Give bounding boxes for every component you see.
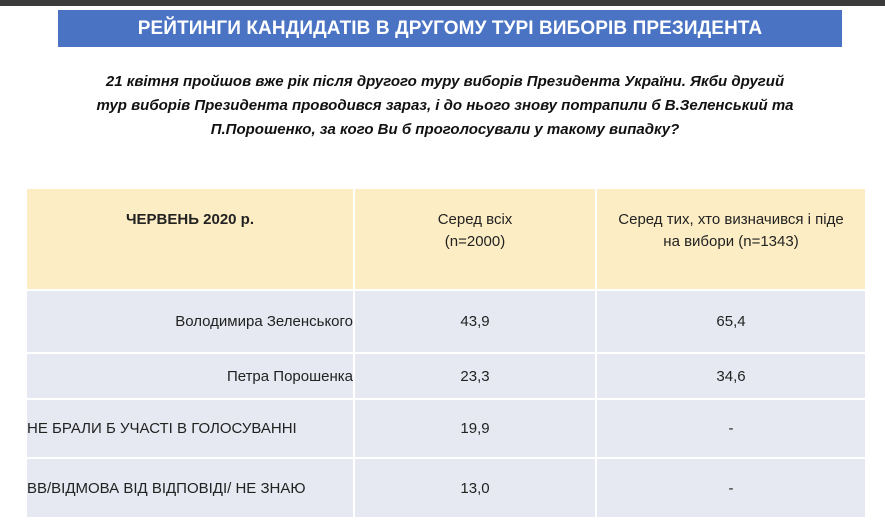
question-line-1: 21 квітня пройшов вже рік після другого туру виборів Президента України. Якби другий bbox=[105, 73, 785, 90]
table-row bbox=[26, 290, 866, 353]
row-value-decided: 34,6 bbox=[596, 353, 866, 399]
row-value-all: 23,3 bbox=[354, 353, 596, 399]
survey-question bbox=[40, 70, 850, 142]
header-all-line-1: Серед всіх bbox=[437, 211, 513, 228]
row-value-decided: - bbox=[596, 399, 866, 458]
question-line-2: тур виборів Президента проводився зараз, і до нього знову потрапили б В.Зеленський та bbox=[96, 97, 794, 114]
row-value-decided: 65,4 bbox=[596, 290, 866, 353]
table-row bbox=[26, 399, 866, 458]
row-value-all: 43,9 bbox=[354, 290, 596, 353]
header-decided-voters bbox=[596, 188, 866, 290]
title-banner: РЕЙТИНГИ КАНДИДАТІВ В ДРУГОМУ ТУРІ ВИБОРІВ ПРЕЗИДЕНТА bbox=[58, 10, 842, 47]
top-bar bbox=[0, 0, 885, 6]
table-row bbox=[26, 458, 866, 518]
header-period: ЧЕРВЕНЬ 2020 р. bbox=[26, 188, 354, 290]
header-all-line-2: (n=2000) bbox=[444, 233, 506, 250]
row-label: НЕ БРАЛИ Б УЧАСТІ В ГОЛОСУВАННІ bbox=[26, 399, 354, 458]
row-value-all: 19,9 bbox=[354, 399, 596, 458]
row-label: ВВ/ВІДМОВА ВІД ВІДПОВІДІ/ НЕ ЗНАЮ bbox=[26, 458, 354, 518]
header-decided-line-2: на вибори (n=1343) bbox=[663, 233, 799, 250]
table-row bbox=[26, 353, 866, 399]
row-label: Володимира Зеленського bbox=[26, 290, 354, 353]
header-decided-line-1: Серед тих, хто визначився і піде bbox=[618, 211, 844, 228]
row-value-decided: - bbox=[596, 458, 866, 518]
results-table bbox=[25, 187, 867, 519]
row-value-all: 13,0 bbox=[354, 458, 596, 518]
table-header-row bbox=[26, 188, 866, 290]
question-line-3: П.Порошенко, за кого Ви б проголосували у такому випадку? bbox=[210, 121, 680, 138]
header-all-respondents bbox=[354, 188, 596, 290]
row-label: Петра Порошенка bbox=[26, 353, 354, 399]
